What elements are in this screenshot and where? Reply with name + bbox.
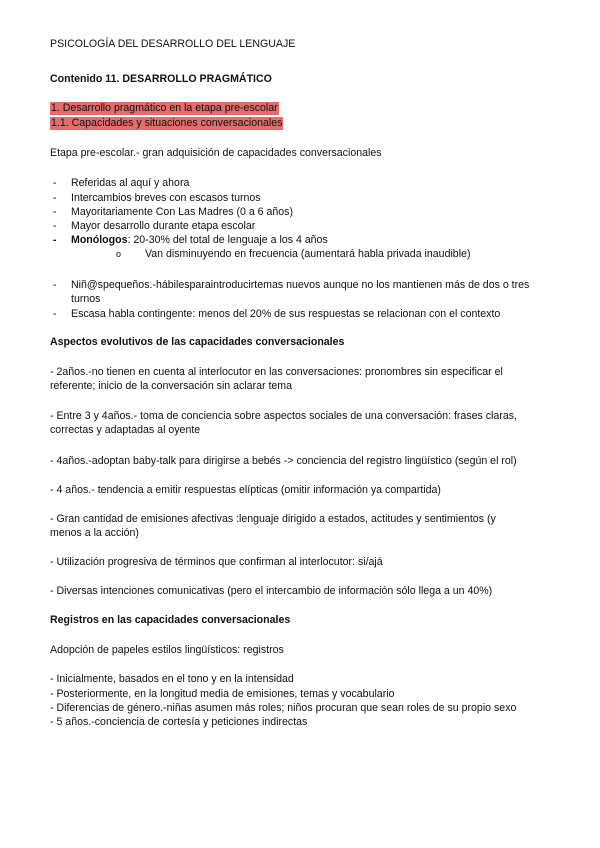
highlight-heading-1-1: 1.1. Capacidades y situaciones conversacionales	[51, 117, 283, 129]
bullet-marker: -	[53, 279, 57, 291]
paragraph-line: - Gran cantidad de emisiones afectivas :lenguaje dirigido a estados, actitudes y sentimientos (y	[50, 513, 496, 525]
paragraph-line: - Diversas intenciones comunicativas (pero el intercambio de información sólo llega a un 40%)	[50, 585, 493, 597]
list-item: - 5 años.-conciencia de cortesía y peticiones indirectas	[50, 716, 308, 728]
bullet-marker: -	[53, 192, 57, 204]
sub-bullet-marker: o	[116, 249, 122, 259]
paragraph-line: - Entre 3 y 4años.- toma de conciencia sobre aspectos sociales de una conversación: frases claras,	[50, 410, 517, 422]
list-item: Mayor desarrollo durante etapa escolar	[71, 220, 256, 232]
list-item: Mayoritariamente Con Las Madres (0 a 6 años)	[71, 206, 293, 218]
paragraph-line: referente; inicio de la conversación sin aclarar tema	[50, 380, 293, 392]
list-item: - Diferencias de género.-niñas asumen más roles; niños procuran que sean roles de su propio sexo	[50, 702, 517, 714]
bullet-marker: -	[53, 308, 57, 320]
paragraph-line: - 4años.-adoptan baby-talk para dirigirse a bebés -> conciencia del registro lingüístico (según el rol)	[50, 455, 517, 467]
section-heading-aspectos: Aspectos evolutivos de las capacidades conversacionales	[50, 336, 345, 348]
bullet-marker: -	[53, 206, 57, 218]
paragraph-line: - 4 años.- tendencia a emitir respuestas elípticas (omitir información ya compartida)	[50, 484, 441, 496]
list-item: Intercambios breves con escasos turnos	[71, 192, 261, 204]
monologos-text: : 20-30% del total de lenguaje a los 4 años	[127, 234, 328, 246]
bullet-marker: -	[53, 177, 57, 189]
list-item: Referidas al aquí y ahora	[71, 177, 190, 189]
monologos-label: Monólogos	[71, 234, 128, 246]
paragraph-line: menos a la acción)	[50, 527, 139, 539]
list-item: Escasa habla contingente: menos del 20% de sus respuestas se relacionan con el contexto	[71, 308, 501, 320]
highlight-heading-1: 1. Desarrollo pragmático en la etapa pre-escolar	[51, 102, 278, 114]
section-intro: Adopción de papeles estilos lingüísticos: registros	[50, 644, 284, 656]
list-item: - Posteriormente, en la longitud media de emisiones, temas y vocabulario	[50, 688, 395, 700]
content-title: Contenido 11. DESARROLLO PRAGMÁTICO	[50, 73, 272, 85]
bullet-marker: -	[53, 234, 57, 246]
list-item: Niñ@spequeños.-hábilesparaintroducirtemas nuevos aunque no los mantienen más de dos o tres	[71, 279, 530, 291]
section-heading-registros: Registros en las capacidades conversacionales	[50, 614, 291, 626]
paragraph-line: correctas y adaptadas al oyente	[50, 424, 201, 436]
list-item-monologos	[71, 234, 328, 247]
list-item-continuation: turnos	[71, 293, 101, 305]
paragraph-line: - 2años.-no tienen en cuenta al interlocutor en las conversaciones: pronombres sin especificar el	[50, 366, 503, 378]
paragraph-line: - Utilización progresiva de términos que confirman al interlocutor: si/ajá	[50, 556, 383, 568]
bullet-marker: -	[53, 220, 57, 232]
document-title: PSICOLOGÍA DEL DESARROLLO DEL LENGUAJE	[50, 38, 296, 50]
sub-list-item: Van disminuyendo en frecuencia (aumentará habla privada inaudible)	[145, 248, 471, 260]
list-item: - Inicialmente, basados en el tono y en la intensidad	[50, 673, 294, 685]
intro-paragraph: Etapa pre-escolar.- gran adquisición de capacidades conversacionales	[50, 147, 382, 159]
